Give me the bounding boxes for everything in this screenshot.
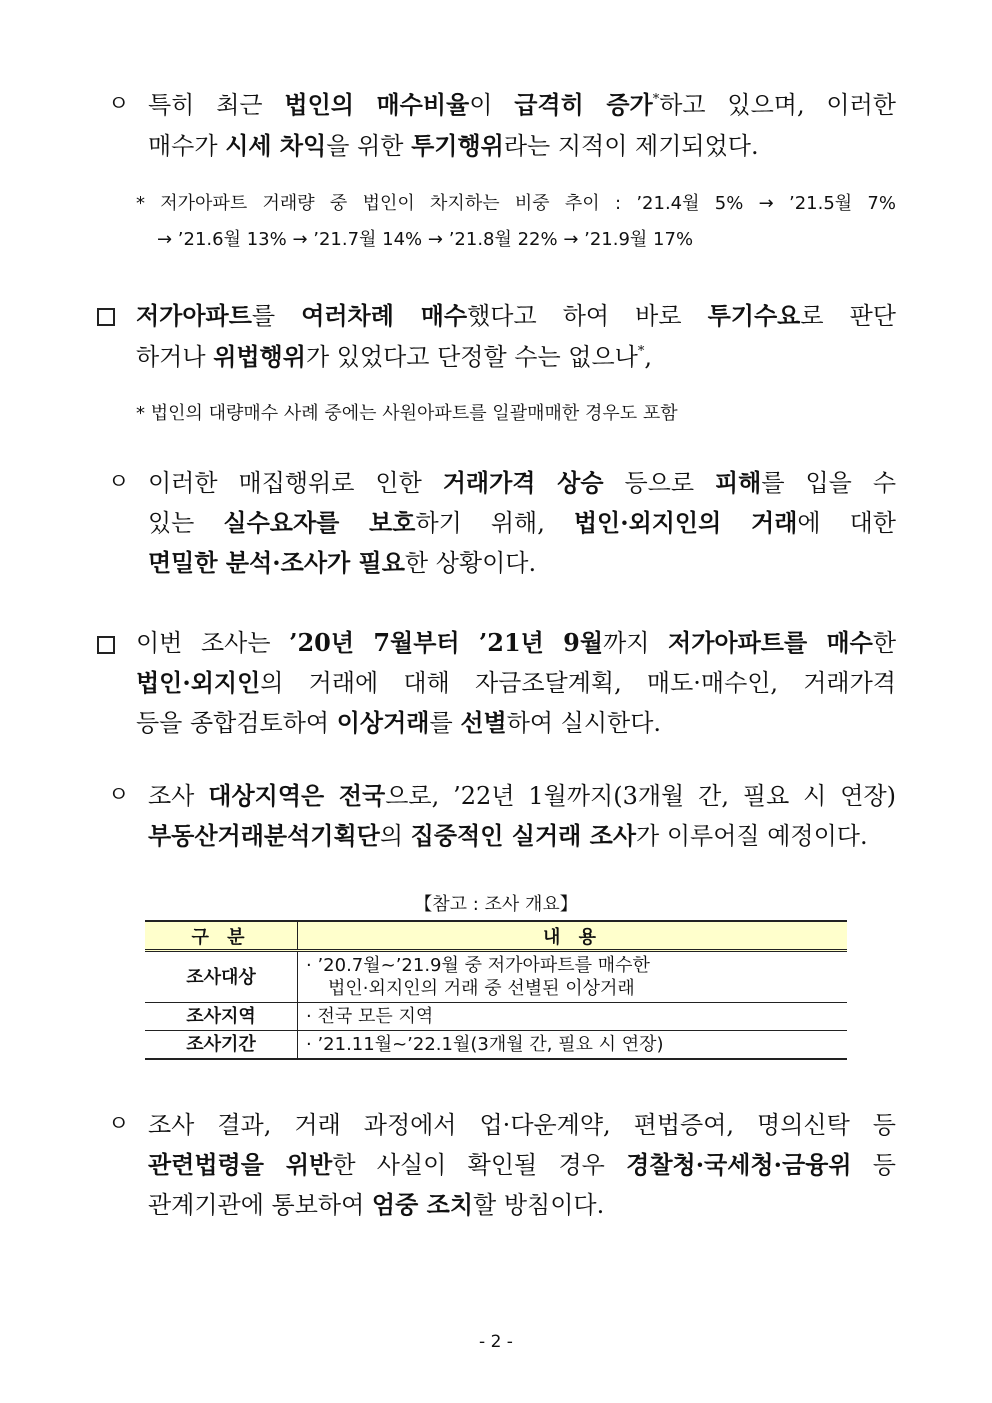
square-bullet-icon — [97, 308, 115, 326]
table-row-label: 조사기간 — [145, 1031, 298, 1060]
paragraph-1-line-2: 매수가 시세 차익을 위한 투기행위라는 지적이 제기되었다. — [148, 131, 759, 160]
table-header-category: 구 분 — [145, 921, 298, 951]
circle-bullet-icon: ㅇ — [108, 783, 130, 808]
table-row-content: · ’20.7월~’21.9월 중 저가아파트를 매수한 법인·외지인의 거래 중 선별된 이상거래 — [298, 951, 848, 1003]
table-header-row — [145, 921, 847, 951]
section-4-line-1: 이번 조사는 ’20년 7월부터 ’21년 9월까지 저가아파트를 매수한 — [136, 628, 896, 657]
footnote-2: * 법인의 대량매수 사례 중에는 사원아파트를 일괄매매한 경우도 포함 — [136, 403, 678, 424]
table-row-content: · ’21.11월~’22.1월(3개월 간, 필요 시 연장) — [298, 1031, 848, 1060]
table-row-content: · 전국 모든 지역 — [298, 1003, 848, 1031]
paragraph-6-line-2: 관련법령을 위반한 사실이 확인될 경우 경찰청·국세청·금융위 등 — [148, 1150, 896, 1179]
section-4-line-2: 법인·외지인의 거래에 대해 자금조달계획, 매도·매수인, 거래가격 — [136, 668, 896, 697]
table-row — [145, 1031, 847, 1060]
paragraph-5-line-1: 조사 대상지역은 전국으로, ’22년 1월까지(3개월 간, 필요 시 연장) — [148, 781, 896, 810]
paragraph-3-line-2: 있는 실수요자를 보호하기 위해, 법인·외지인의 거래에 대한 — [148, 508, 896, 537]
footnote-1-line-1: * 저가아파트 거래량 중 법인이 차지하는 비중 추이 : ’21.4월 5% → ’21.5월 7% — [136, 193, 896, 214]
table-header-content: 내 용 — [298, 921, 848, 951]
table-caption: 【참고 : 조사 개요】 — [414, 894, 578, 915]
paragraph-5-line-2: 부동산거래분석기획단의 집중적인 실거래 조사가 이루어질 예정이다. — [148, 821, 868, 850]
table-row-label: 조사지역 — [145, 1003, 298, 1031]
paragraph-3-line-1: 이러한 매집행위로 인한 거래가격 상승 등으로 피해를 입을 수 — [148, 468, 896, 497]
square-bullet-icon — [97, 636, 115, 654]
section-4-line-3: 등을 종합검토하여 이상거래를 선별하여 실시한다. — [136, 708, 662, 737]
paragraph-3-line-3: 면밀한 분석·조사가 필요한 상황이다. — [148, 548, 537, 577]
survey-summary-table — [145, 920, 847, 1060]
page-number: - 2 - — [479, 1332, 513, 1352]
paragraph-6-line-1: 조사 결과, 거래 과정에서 업·다운계약, 편법증여, 명의신탁 등 — [148, 1111, 896, 1139]
circle-bullet-icon: ㅇ — [108, 1112, 130, 1137]
section-2-line-1: 저가아파트를 여러차례 매수했다고 하여 바로 투기수요로 판단 — [136, 301, 896, 330]
footnote-1-line-2: → ’21.6월 13% → ’21.7월 14% → ’21.8월 22% → ’21.9월 17% — [157, 229, 694, 250]
table-row — [145, 1003, 847, 1031]
circle-bullet-icon: ㅇ — [108, 92, 130, 117]
paragraph-6-line-3: 관계기관에 통보하여 엄중 조치할 방침이다. — [148, 1190, 605, 1219]
table-row — [145, 951, 847, 1003]
circle-bullet-icon: ㅇ — [108, 470, 130, 495]
paragraph-1-line-1: 특히 최근 법인의 매수비율이 급격히 증가*하고 있으며, 이러한 — [148, 90, 896, 119]
section-2-line-2: 하거나 위법행위가 있었다고 단정할 수는 없으나*, — [136, 342, 652, 371]
table-row-label: 조사대상 — [145, 951, 298, 1003]
